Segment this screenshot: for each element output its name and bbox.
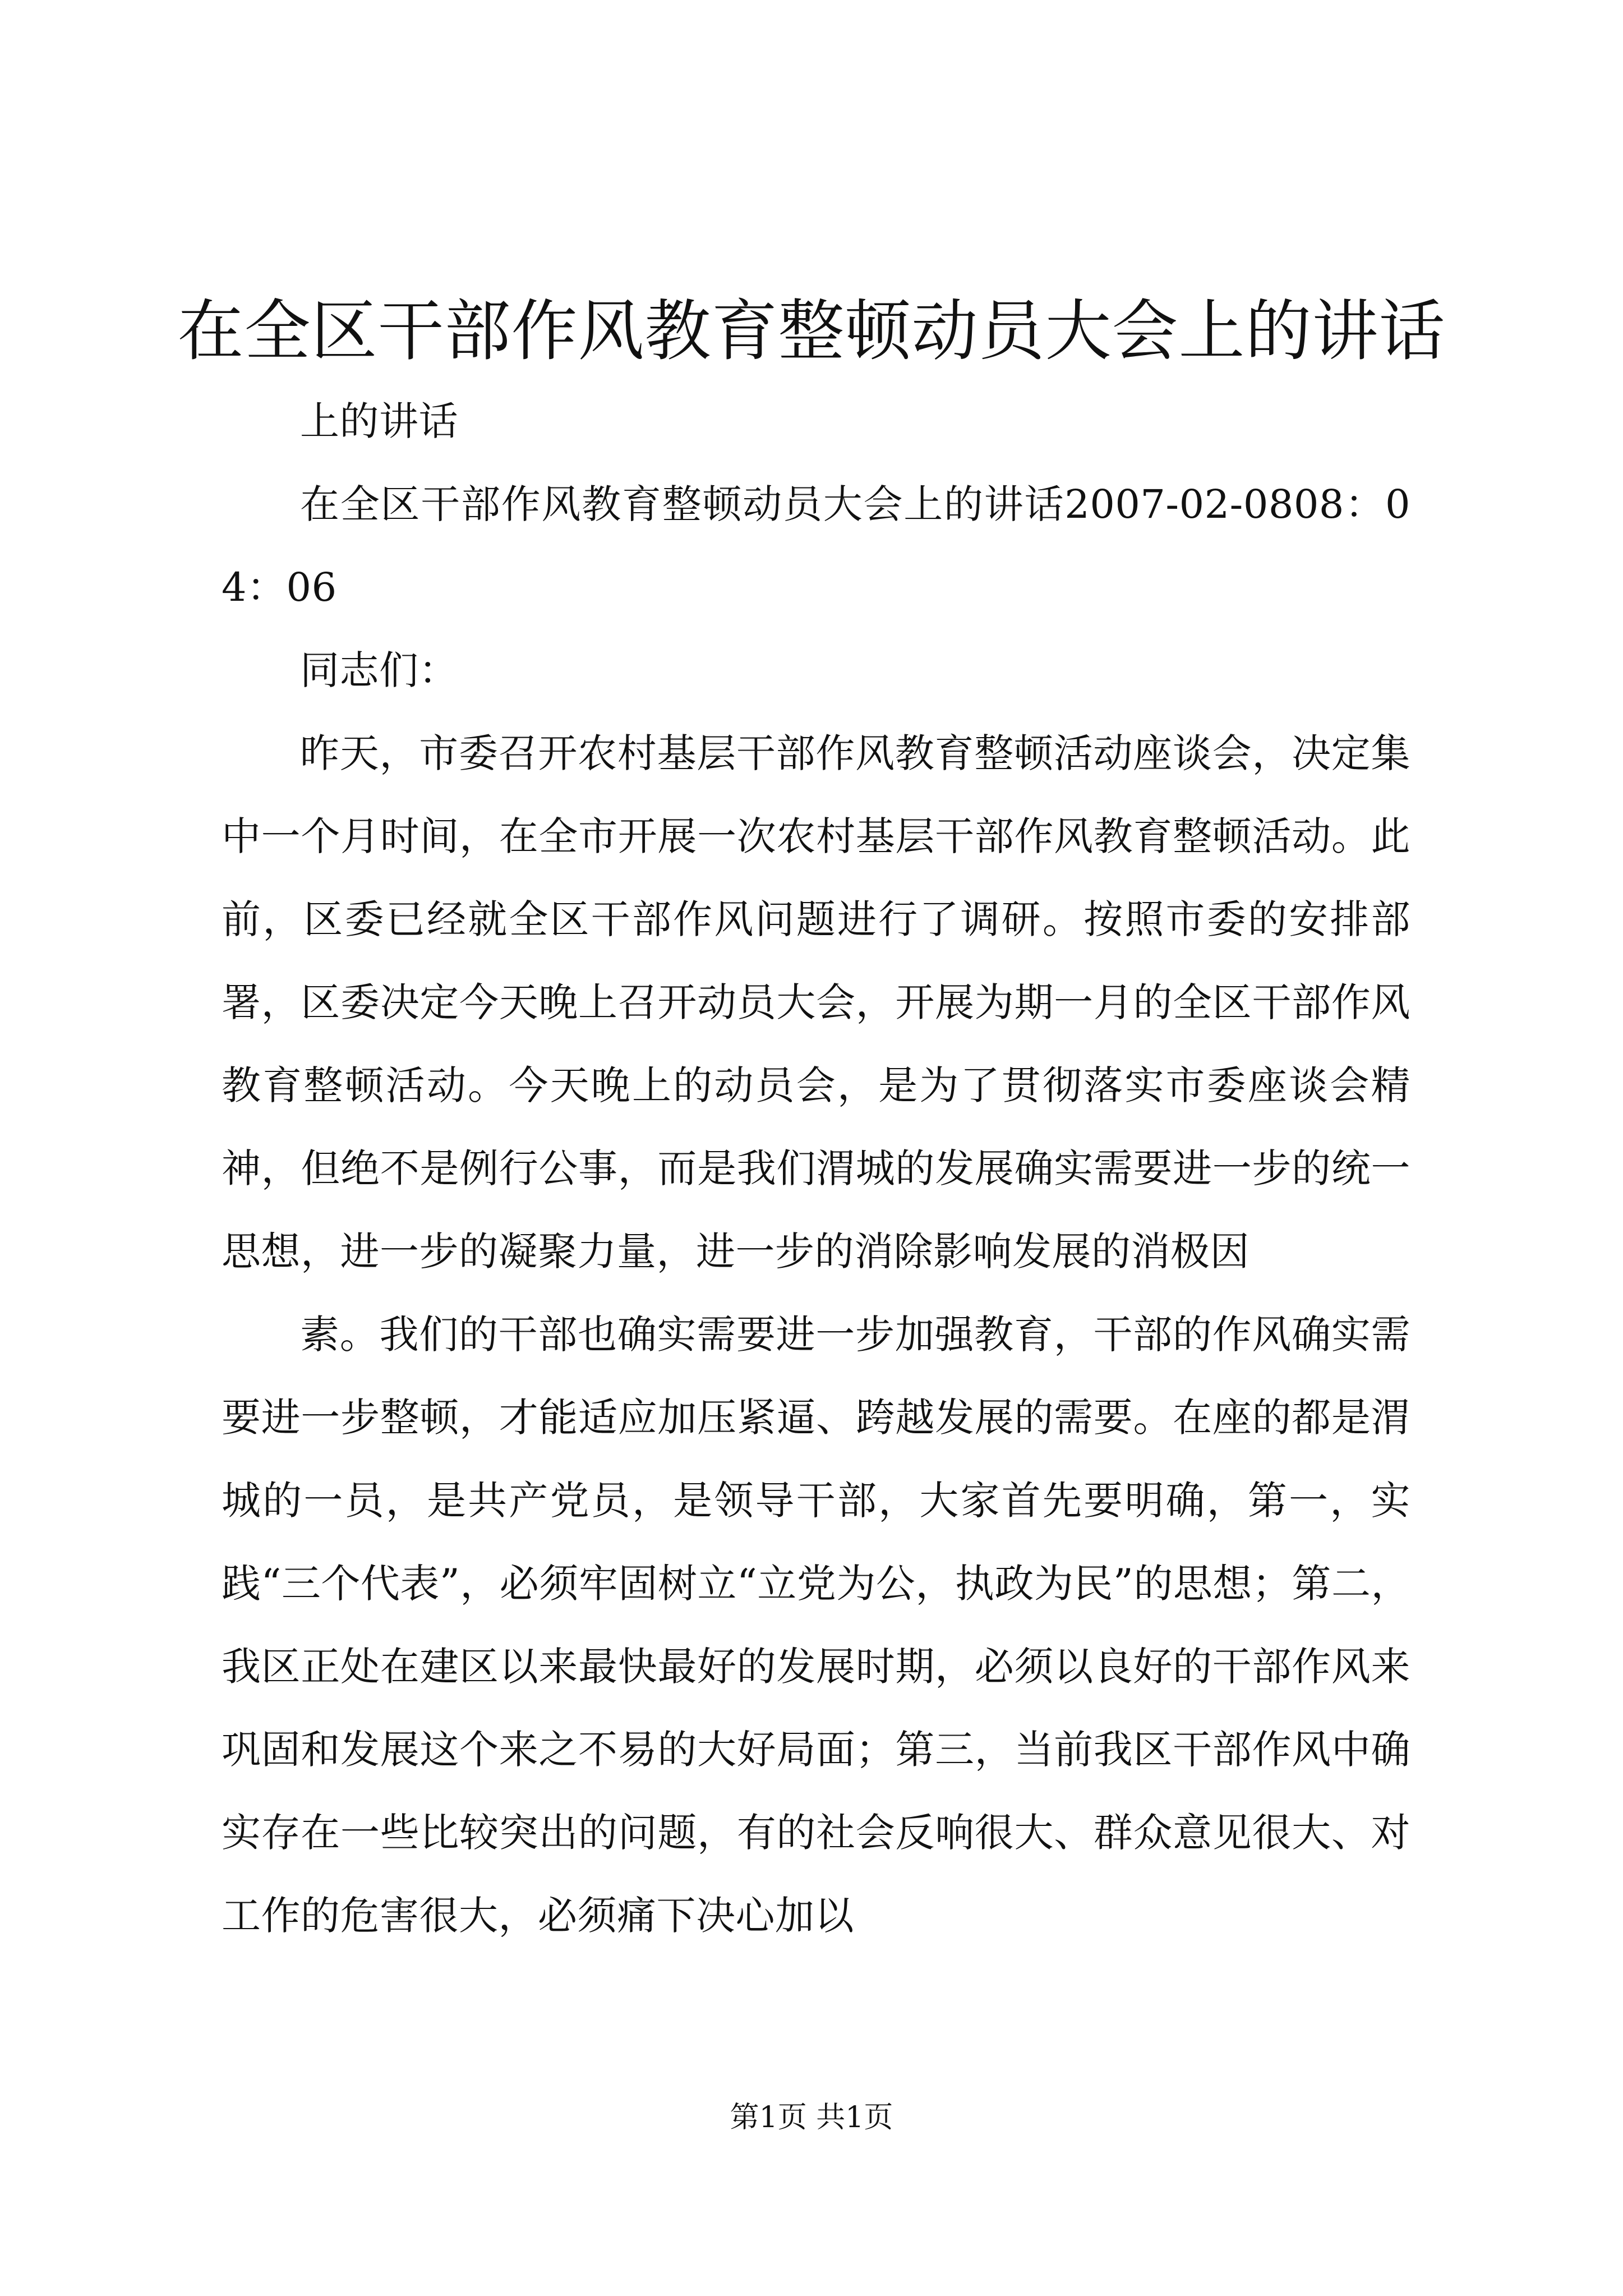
document-body bbox=[222, 380, 1410, 1957]
paragraph-body: 素。我们的干部也确实需要进一步加强教育，干部的作风确实需要进一步整顿，才能适应加压紧逼、跨越发展的需要。在座的都是渭城的一员，是共产党员，是领导干部，大家首先要明确，第一，实践“三个代表”，必须牢固树立“立党为公，执政为民”的思想；第二，我区正处在建区以来最快最好的发展时期，必须以良好的干部作风来巩固和发展这个来之不易的大好局面；第三，当前我区干部作风中确实存在一些比较突出的问题，有的社会反响很大、群众意见很大、对工作的危害很大，必须痛下决心加以 bbox=[222, 1312, 1410, 1939]
paragraph-title-date: 在全区干部作风教育整顿动员大会上的讲话2007-02-0808：04：06 bbox=[222, 481, 1410, 610]
paragraph-salutation: 同志们： bbox=[300, 647, 458, 693]
document-title: 在全区干部作风教育整顿动员大会上的讲话 bbox=[177, 292, 1446, 370]
paragraph-body: 昨天，市委召开农村基层干部作风教育整顿活动座谈会，决定集中一个月时间，在全市开展一次农村基层干部作风教育整顿活动。此前，区委已经就全区干部作风问题进行了调研。按照市委的安排部署，区委决定今天晚上召开动员大会，开展为期一月的全区干部作风教育整顿活动。今天晚上的动员会，是为了贯彻落实市委座谈会精神，但绝不是例行公事，而是我们渭城的发展确实需要进一步的统一思想，进一步的凝聚力量，进一步的消除影响发展的消极因 bbox=[222, 730, 1410, 1274]
paragraph-subtitle: 上的讲话 bbox=[300, 398, 458, 444]
page-footer: 第1页 共1页 bbox=[730, 2101, 893, 2134]
